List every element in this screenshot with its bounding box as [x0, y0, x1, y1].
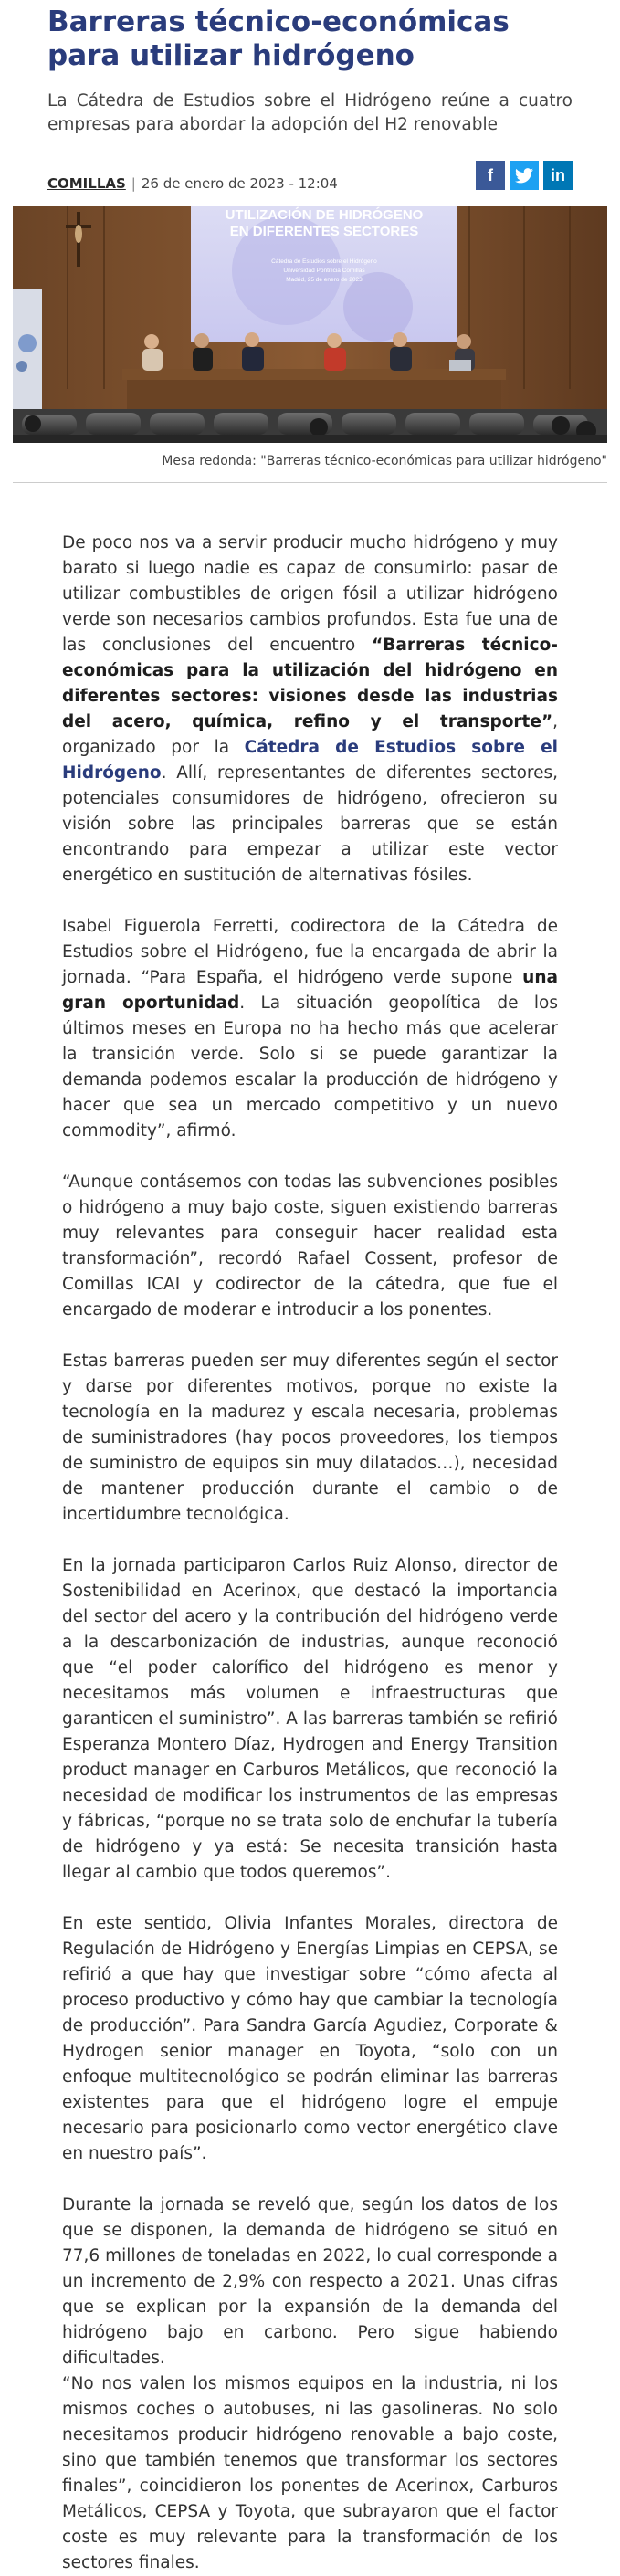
linkedin-share-button[interactable] [543, 161, 573, 190]
paragraph-4: Estas barreras pueden ser muy diferentes según el sector y darse por diferentes motivos, porque no existe la tecnología en la madurez y escala necesaria, problemas de suministradores (hay pocos proveedores, los tiempos de suministro de equipos sin muy dilatados…), necesidad de mantener producción durante el cambio o de incertidumbre tecnológica. [62, 1351, 558, 1524]
share-buttons [476, 161, 573, 190]
linkedin-icon: in [551, 165, 565, 184]
p1-text-c: . Allí, representantes de diferentes sectores, potenciales consumidores de hidrógeno, ofrecieron su visión sobre las principales barreras que se están encontrando para empezar a utilizar este vector energético en sustitución de alternativas fósiles. [62, 763, 558, 885]
article-subtitle: La Cátedra de Estudios sobre el Hidrógeno reúne a cuatro empresas para abordar la adopción del H2 renovable [47, 91, 573, 134]
screen-title-line2: EN DIFERENTES SECTORES [229, 224, 419, 239]
screen-title-line1: UTILIZACIÓN DE HIDRÓGENO [225, 207, 424, 223]
article-header [0, 0, 620, 192]
article-body [62, 531, 558, 2576]
p2-text-b: . La situación geopolítica de los últimos meses en Europa no ha hecho más que acelerar la transición verde. Solo si se puede garantizar la demanda podemos escalar la producción de hidrógeno y hacer que sea un mercado competitivo y un nuevo commodity”, afirmó. [62, 994, 558, 1141]
meta-separator: | [131, 175, 136, 192]
paragraph-2 [62, 914, 558, 1144]
screen-sub2: Universidad Pontificia Comillas [283, 268, 365, 274]
paragraph-7: Durante la jornada se reveló que, según los datos de los que se disponen, la demanda de hidrógeno se situó en 77,6 millones de toneladas en 2022, lo cual corresponde a un incremento de 2,9% con respecto a 2021. Unas cifras que se explican por la expansión de la demanda del hidrógeno bajo en carbono. Pero sigue habiendo dificultades. [62, 2195, 558, 2368]
twitter-icon [515, 168, 533, 184]
screen-sub1: Cátedra de Estudios sobre el Hidrógeno [271, 258, 377, 265]
p1-text-a: De poco nos va a servir producir mucho hidrógeno y muy barato si luego nadie es capaz de consumirlo: pasar de utilizar combustibles de origen fósil a utilizar hidrógeno verde son necesarios cambios profundos. Esta fue una de las conclusiones del encuentro [62, 533, 558, 655]
p2-highlight: una gran oportunidad [62, 968, 558, 1013]
divider [13, 482, 607, 483]
photo-caption: Mesa redonda: "Barreras técnico-económicas para utilizar hidrógeno" [162, 454, 607, 468]
conference-panel-photo [13, 206, 607, 443]
paragraph-6: En este sentido, Olivia Infantes Morales, directora de Regulación de Hidrógeno y Energías Limpias en CEPSA, se refirió a que hay que investigar sobre “cómo afecta al proceso productivo y cómo hay que cambiar la tecnología de producción”. Para Sandra García Agudiez, Corporate & Hydrogen senior manager en Toyota, “solo con un enfoque multitecnológico se podrán eliminar las barreras existentes para que el hidrógeno logre el empuje necesario para posicionarlo como vector energético clave en nuestro país”. [62, 1914, 558, 2163]
publish-date: 26 de enero de 2023 - 12:04 [141, 175, 338, 192]
p2-text-a: Isabel Figuerola Ferretti, codirectora de la Cátedra de Estudios sobre el Hidrógeno, fue la encargada de abrir la jornada. “Para España, el hidrógeno verde supone [62, 917, 558, 987]
paragraph-1 [62, 531, 558, 888]
paragraph-5: En la jornada participaron Carlos Ruiz Alonso, director de Sostenibilidad en Acerinox, que destacó la importancia del sector del acero y la contribución del hidrógeno verde a la descarbonización de industrias, aunque reconoció que “el poder calorífico del hidrógeno es menor y necesitamos más volumen e infraestructuras que garanticen el suministro”. A las barreras también se refirió Esperanza Montero Díaz, Hydrogen and Energy Transition product manager en Carburos Metálicos, que reconoció la necesidad de modificar los instrumentos de las empresas y fábricas, “porque no se trata solo de enchufar la tubería de hidrógeno y ya está: Se necesita transición hasta llegar al cambio que todos queremos”. [62, 1556, 558, 1882]
p1-event-title: “Barreras técnico-económicas para la utilización del hidrógeno en diferentes sectores: visiones desde las industrias del acero, química, refino y el transporte” [62, 636, 558, 731]
meta-row [47, 161, 573, 192]
facebook-icon: f [488, 165, 493, 184]
paragraph-8: “No nos valen los mismos equipos en la industria, ni los mismos coches o autobuses, ni las gasolineras. No solo necesitamos producir hidrógeno renovable a bajo coste, sino que también tenemos que transformar los sectores finales”, coincidieron los ponentes de Acerinox, Carburos Metálicos, CEPSA y Toyota, que subrayaron que el factor coste es muy relevante para la transformación de los sectores finales. [62, 2374, 558, 2572]
catedra-link[interactable]: Cátedra de Estudios sobre el Hidrógeno [62, 738, 558, 783]
facebook-share-button[interactable] [476, 161, 505, 190]
hero-photo [13, 206, 607, 443]
paragraph-3: “Aunque contásemos con todas las subvenciones posibles o hidrógeno a muy bajo coste, siguen existiendo barreras muy relevantes para conseguir hacer realidad esta transformación”, recordó Rafael Cossent, profesor de Comillas ICAI y codirector de la cátedra, que fue el encargado de moderar e introducir a los ponentes. [62, 1172, 558, 1320]
article-meta [47, 175, 338, 192]
p1-text-b: , organizado por la [62, 712, 558, 757]
twitter-share-button[interactable] [510, 161, 539, 190]
screen-sub3: Madrid, 25 de enero de 2023 [286, 277, 363, 283]
category-link[interactable]: COMILLAS [47, 175, 126, 192]
article-title: Barreras técnico-económicas para utilizar hidrógeno [47, 5, 510, 72]
